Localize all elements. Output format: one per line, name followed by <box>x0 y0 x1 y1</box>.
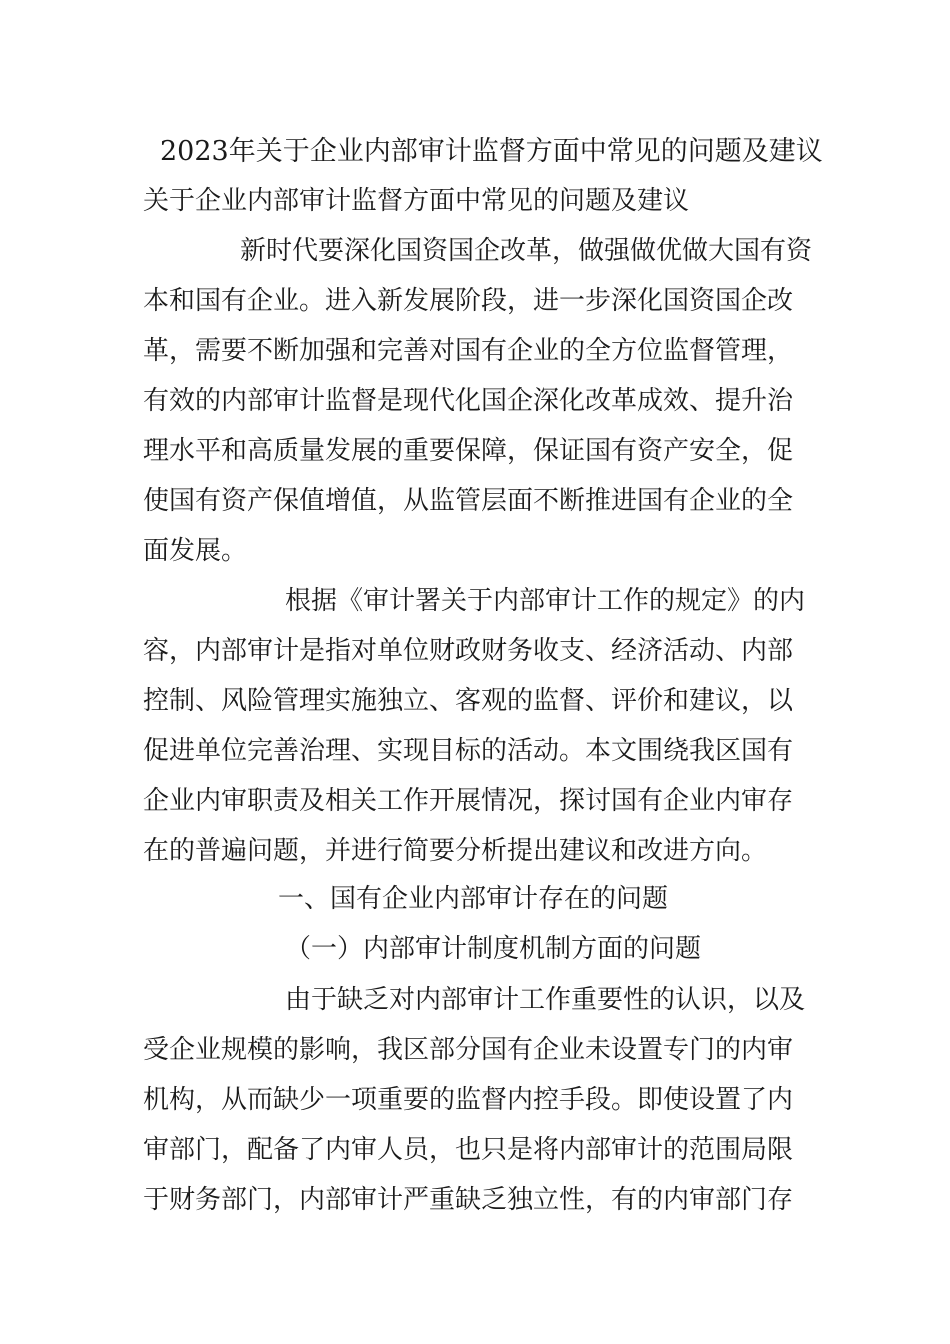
paragraph-line: 受企业规模的影响，我区部分国有企业未设置专门的内审 <box>143 1035 794 1065</box>
document-subtitle: 关于企业内部审计监督方面中常见的问题及建议 <box>143 186 690 216</box>
paragraph-line: 根据《审计署关于内部审计工作的规定》的内 <box>285 586 806 616</box>
paragraph-line: 由于缺乏对内部审计工作重要性的认识，以及 <box>285 985 806 1015</box>
paragraph-line: 促进单位完善治理、实现目标的活动。本文围绕我区国有 <box>143 736 794 766</box>
paragraph-line: 理水平和高质量发展的重要保障，保证国有资产安全，促 <box>143 436 794 466</box>
paragraph-line: 企业内审职责及相关工作开展情况，探讨国有企业内审存 <box>143 786 794 816</box>
paragraph-line: 于财务部门，内部审计严重缺乏独立性，有的内审部门存 <box>143 1185 794 1215</box>
paragraph-line: 机构，从而缺少一项重要的监督内控手段。即使设置了内 <box>143 1085 794 1115</box>
paragraph-line: 有效的内部审计监督是现代化国企深化改革成效、提升治 <box>143 386 794 416</box>
paragraph-line: 控制、风险管理实施独立、客观的监督、评价和建议，以 <box>143 686 794 716</box>
document-title: 2023年关于企业内部审计监督方面中常见的问题及建议 <box>160 136 823 167</box>
paragraph-line: 审部门，配备了内审人员，也只是将内部审计的范围局限 <box>143 1135 794 1165</box>
paragraph-line: 容，内部审计是指对单位财政财务收支、经济活动、内部 <box>143 636 794 666</box>
paragraph-line: 本和国有企业。进入新发展阶段，进一步深化国资国企改 <box>143 286 794 316</box>
paragraph-line: 新时代要深化国资国企改革，做强做优做大国有资 <box>240 236 813 266</box>
paragraph-line: 面发展。 <box>143 536 248 566</box>
paragraph-line: 使国有资产保值增值，从监管层面不断推进国有企业的全 <box>143 486 794 516</box>
paragraph-line: 革，需要不断加强和完善对国有企业的全方位监督管理， <box>143 336 794 366</box>
section-heading: 一、国有企业内部审计存在的问题 <box>278 884 669 914</box>
subsection-heading: （一）内部审计制度机制方面的问题 <box>285 934 702 964</box>
paragraph-line: 在的普遍问题，并进行简要分析提出建议和改进方向。 <box>143 836 768 866</box>
